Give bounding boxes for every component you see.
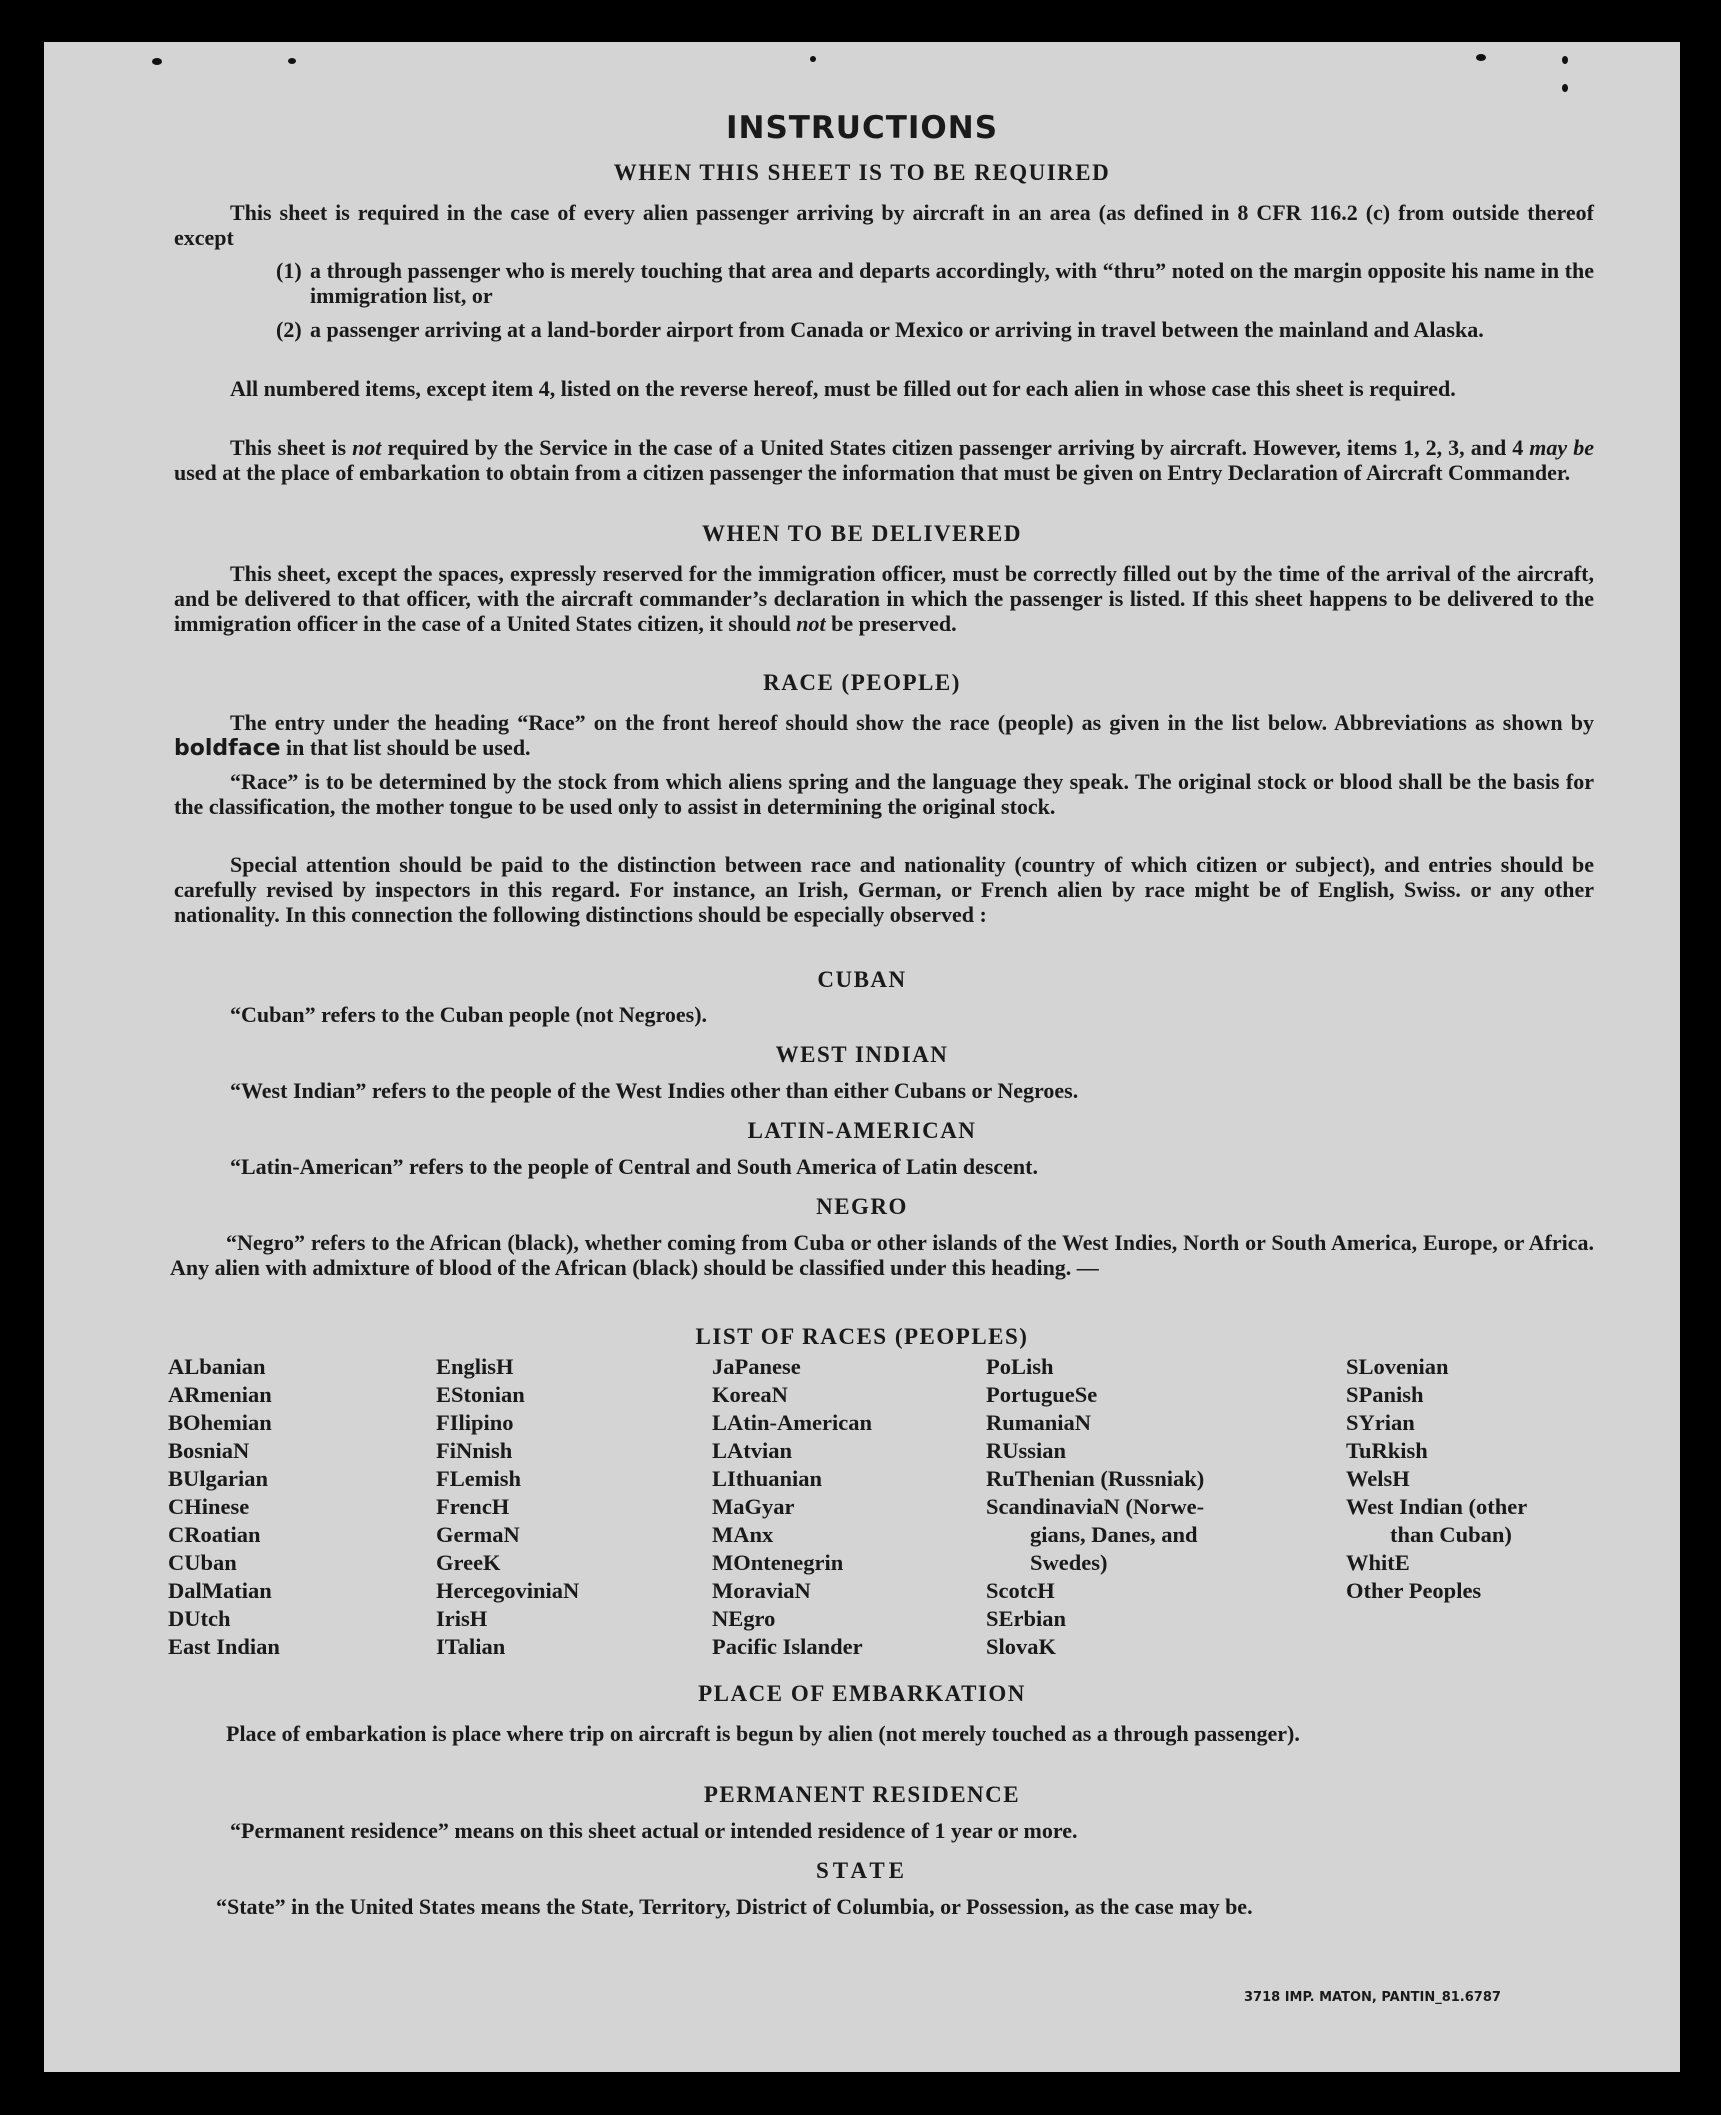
race-entry: SPanish: [1346, 1382, 1424, 1407]
exception-item-2: [276, 317, 1594, 342]
heading-list-of-races: LIST OF RACES (PEOPLES): [695, 1324, 1029, 1349]
paragraph-race-stock: “Race” is to be determined by the stock from which aliens spring and the language they speak. The original stock or blood shall be the basis for the classification, the mother tongue to be used only to assist in determining the original stock.: [174, 769, 1594, 819]
race-entry: WelsH: [1346, 1466, 1410, 1491]
speck: [152, 58, 162, 65]
citizen-text-a: This sheet is: [230, 435, 353, 460]
exception-item-1-label: (1): [276, 258, 302, 283]
race-entry: CRoatian: [168, 1522, 261, 1547]
text-embarkation: Place of embarkation is place where trip on aircraft is begun by alien (not merely touched as a through passenger).: [226, 1721, 1300, 1746]
race-entry: KoreaN: [712, 1382, 788, 1407]
race-text-b: in that list should be used.: [280, 735, 531, 760]
heading-negro: NEGRO: [816, 1194, 908, 1219]
race-entry: BOhemian: [168, 1410, 272, 1435]
heading-latin-american: LATIN-AMERICAN: [747, 1118, 977, 1143]
paragraph-race-entry: [174, 710, 1594, 761]
delivered-text-b: be preserved.: [825, 611, 957, 636]
heading-west-indian: WEST INDIAN: [775, 1042, 949, 1067]
citizen-text-b: required by the Service in the case of a United States citizen passenger arriving by aircraft. However, items 1, 2, 3, and 4: [381, 435, 1530, 460]
race-entry: CHinese: [168, 1494, 250, 1519]
race-entry: BUlgarian: [168, 1466, 269, 1491]
printer-imprint: 3718 IMP. MATON, PANTIN_81.6787: [1244, 1990, 1501, 2005]
race-entry: NEgro: [712, 1606, 776, 1631]
race-entry: ScotcH: [986, 1578, 1055, 1603]
speck: [810, 56, 816, 62]
race-entry: FLemish: [436, 1466, 522, 1491]
race-entry: GermaN: [436, 1522, 520, 1547]
page-title: INSTRUCTIONS: [725, 110, 999, 146]
race-entry: Swedes): [1030, 1550, 1108, 1575]
races-list: [168, 1353, 1608, 1703]
race-entry: BosniaN: [168, 1438, 250, 1463]
race-entry: SLovenian: [1346, 1354, 1449, 1379]
text-cuban: “Cuban” refers to the Cuban people (not Negroes).: [230, 1002, 708, 1027]
race-entry: LIthuanian: [712, 1466, 823, 1491]
race-entry: FIlipino: [436, 1410, 514, 1435]
race-entry: WhitE: [1346, 1550, 1410, 1575]
heading-embarkation: PLACE OF EMBARKATION: [698, 1681, 1026, 1706]
race-entry: Pacific Islander: [712, 1634, 863, 1659]
race-entry: TuRkish: [1346, 1438, 1428, 1463]
text-latin-american: “Latin-American” refers to the people of Central and South America of Latin descent.: [230, 1154, 1038, 1179]
paragraph-numbered-items: All numbered items, except item 4, listed on the reverse hereof, must be filled out for each alien in whose case this sheet is required.: [230, 376, 1456, 401]
speck: [288, 58, 296, 64]
race-entry: EStonian: [436, 1382, 525, 1407]
race-entry: LAtin-American: [712, 1410, 872, 1435]
speck: [1562, 84, 1568, 92]
race-entry: East Indian: [168, 1634, 280, 1659]
citizen-not: not: [352, 435, 382, 460]
citizen-may-be: may be: [1529, 435, 1594, 460]
race-entry: West Indian (other: [1346, 1494, 1528, 1519]
citizen-text-c: used at the place of embarkation to obtain from a citizen passenger the information that must be given on Entry Declaration of Aircraft Commander.: [174, 460, 1571, 485]
races-column-5: [1346, 1353, 1527, 1605]
race-entry: IrisH: [436, 1606, 488, 1631]
paragraph-citizen: [174, 435, 1594, 485]
race-entry: MOntenegrin: [712, 1550, 844, 1575]
race-boldface: boldface: [174, 736, 281, 761]
races-column-4: [986, 1353, 1204, 1661]
paragraph-race-nationality: Special attention should be paid to the distinction between race and nationality (country of which citizen or subject), and entries should be carefully revised by inspectors in this regard. For instance, an Irish, German, or French alien by race might be of English, Swiss. or any other nationality. In this connection the following distinctions should be especially observed :: [174, 852, 1594, 927]
paragraph-required: This sheet is required in the case of every alien passenger arriving by aircraft in an area (as defined in 8 CFR 116.2 (c) from outside thereof except: [174, 200, 1594, 250]
race-entry: RumaniaN: [986, 1410, 1092, 1435]
race-entry: MoraviaN: [712, 1578, 811, 1603]
race-entry: PoLish: [986, 1354, 1054, 1379]
race-entry: RUssian: [986, 1438, 1067, 1463]
delivered-not: not: [796, 611, 826, 636]
text-west-indian: “West Indian” refers to the people of the West Indies other than either Cubans or Negroes.: [230, 1078, 1079, 1103]
races-column-2: [436, 1353, 579, 1661]
race-entry: ITalian: [436, 1634, 506, 1659]
race-entry: JaPanese: [712, 1354, 801, 1379]
heading-cuban: CUBAN: [817, 967, 907, 992]
races-column-3: [712, 1353, 872, 1661]
text-permanent-residence: “Permanent residence” means on this sheet actual or intended residence of 1 year or more.: [230, 1818, 1078, 1843]
race-entry: FrencH: [436, 1494, 510, 1519]
race-entry: MAnx: [712, 1522, 774, 1547]
speck: [1562, 56, 1568, 64]
race-entry: SlovaK: [986, 1634, 1057, 1659]
race-entry: PortugueSe: [986, 1382, 1098, 1407]
race-entry: DUtch: [168, 1606, 231, 1631]
exception-item-2-label: (2): [276, 317, 302, 342]
race-entry: gians, Danes, and: [1030, 1522, 1198, 1547]
exception-item-1-text: a through passenger who is merely touching that area and departs accordingly, with “thru” noted on the margin opposite his name in the immigration list, or: [310, 258, 1594, 308]
delivered-text-a: This sheet, except the spaces, expressly reserved for the immigration officer, must be correctly filled out by the time of the arrival of the aircraft, and be delivered to that officer, with the aircraft commander’s declaration in which the passenger is listed. If this sheet happens to be delivered to the immigration officer in the case of a United States citizen, it should: [174, 561, 1594, 636]
heading-permanent-residence: PERMANENT RESIDENCE: [703, 1782, 1021, 1807]
race-entry: ScandinaviaN (Norwe-: [986, 1494, 1205, 1519]
race-entry: SYrian: [1346, 1410, 1415, 1435]
heading-state: STATE: [815, 1858, 908, 1883]
exception-item-1: [276, 258, 1594, 308]
race-entry: FiNnish: [436, 1438, 513, 1463]
race-entry: GreeK: [436, 1550, 501, 1575]
race-entry: DalMatian: [168, 1578, 272, 1603]
race-entry: EnglisH: [436, 1354, 514, 1379]
race-entry: ARmenian: [168, 1382, 272, 1407]
speck: [1476, 54, 1486, 61]
race-entry: SErbian: [986, 1606, 1067, 1631]
exception-item-2-text: a passenger arriving at a land-border airport from Canada or Mexico or arriving in travel between the mainland and Alaska.: [310, 317, 1484, 342]
document-sheet: [44, 42, 1680, 2072]
race-entry: Other Peoples: [1346, 1578, 1482, 1603]
text-state: “State” in the United States means the State, Territory, District of Columbia, or Possession, as the case may be.: [216, 1894, 1253, 1919]
race-text-a: The entry under the heading “Race” on the front hereof should show the race (people) as given in the list below. Abbreviations as shown by: [230, 710, 1594, 735]
race-entry: RuThenian (Russniak): [986, 1466, 1205, 1491]
races-column-1: [168, 1353, 280, 1661]
race-entry: CUban: [168, 1550, 237, 1575]
heading-when-required: WHEN THIS SHEET IS TO BE REQUIRED: [613, 160, 1111, 185]
race-entry: ALbanian: [168, 1354, 266, 1379]
race-entry: LAtvian: [712, 1438, 793, 1463]
race-entry: than Cuban): [1390, 1522, 1512, 1547]
heading-race: RACE (PEOPLE): [763, 670, 961, 695]
race-entry: HercegoviniaN: [436, 1578, 580, 1603]
paragraph-delivered: [174, 561, 1594, 636]
heading-when-delivered: WHEN TO BE DELIVERED: [702, 521, 1022, 546]
race-entry: MaGyar: [712, 1494, 795, 1519]
text-negro: “Negro” refers to the African (black), whether coming from Cuba or other islands of the West Indies, North or South America, Europe, or Africa. Any alien with admixture of blood of the African (black) should be classified under this heading. —: [170, 1230, 1594, 1280]
